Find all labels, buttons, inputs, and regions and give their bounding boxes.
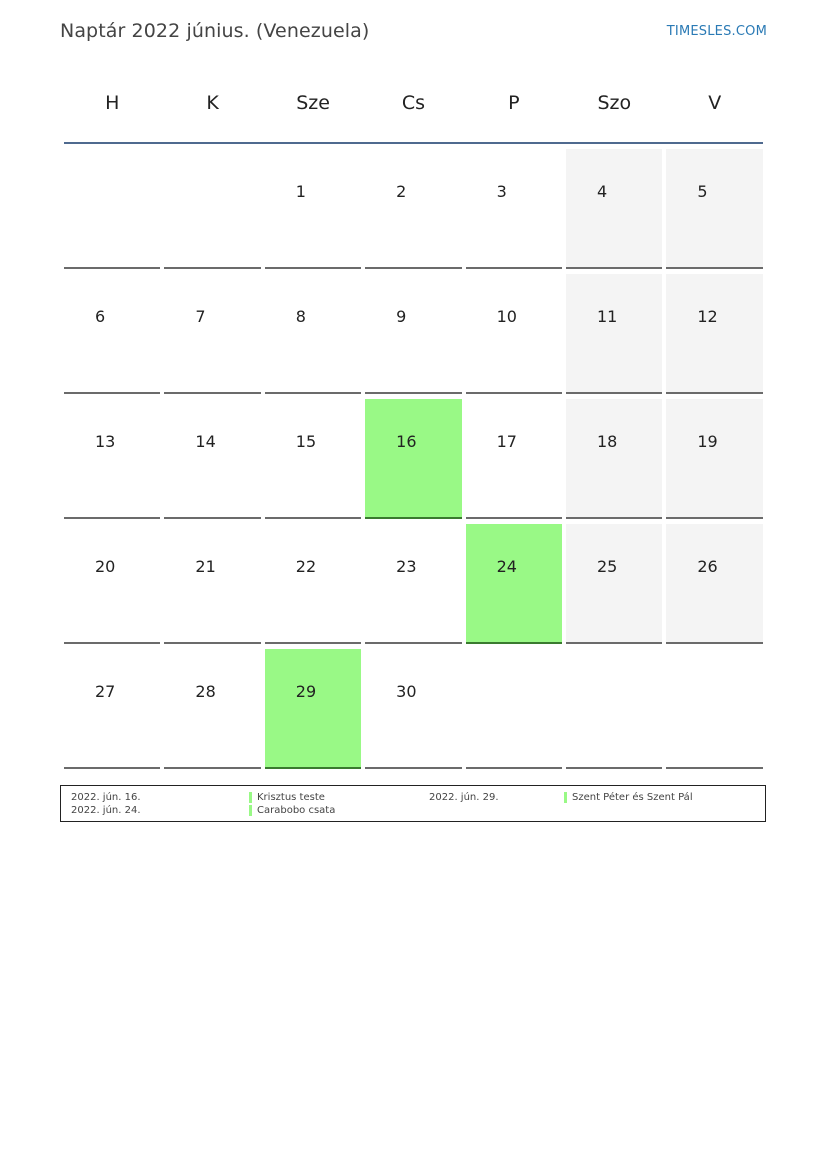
- day-cell[interactable]: [466, 149, 562, 269]
- day-number: 12: [697, 307, 718, 326]
- legend-entry: [71, 804, 335, 817]
- day-number: 28: [195, 682, 216, 701]
- day-cell[interactable]: [164, 274, 260, 394]
- day-number: 25: [596, 557, 618, 576]
- day-cell[interactable]: [466, 399, 562, 519]
- day-number: 16: [396, 432, 417, 451]
- day-cell[interactable]: [64, 274, 160, 394]
- calendar-grid: [64, 149, 765, 769]
- holiday-marker-icon: [249, 792, 252, 803]
- day-cell[interactable]: [265, 649, 361, 769]
- day-number: 19: [697, 432, 718, 451]
- day-number: 9: [396, 307, 407, 326]
- weekday-thursday: Cs: [401, 92, 426, 114]
- day-number: 4: [596, 182, 608, 201]
- day-number: 17: [496, 432, 517, 451]
- brand-link[interactable]: TIMESLES.COM: [666, 24, 767, 39]
- day-number: 1: [295, 182, 306, 201]
- weekday-tuesday: K: [206, 92, 219, 114]
- day-number: 5: [697, 182, 708, 201]
- legend-entry: [71, 791, 325, 804]
- day-cell[interactable]: [164, 649, 260, 769]
- day-number: 13: [95, 432, 116, 451]
- day-number: 21: [195, 557, 216, 576]
- empty-day-cell: [64, 149, 160, 269]
- day-cell[interactable]: [265, 399, 361, 519]
- day-number: 10: [496, 307, 517, 326]
- day-number: 2: [396, 182, 407, 201]
- legend-holiday-name: Szent Péter és Szent Pál: [572, 792, 693, 803]
- day-number: 7: [195, 307, 206, 326]
- day-cell[interactable]: [566, 399, 662, 519]
- day-cell[interactable]: [164, 524, 260, 644]
- day-cell[interactable]: [365, 524, 461, 644]
- day-cell[interactable]: [466, 524, 562, 644]
- legend-holiday-name: Carabobo csata: [257, 805, 336, 816]
- day-number: 24: [496, 557, 517, 576]
- day-cell[interactable]: [466, 274, 562, 394]
- day-number: 30: [396, 682, 417, 701]
- day-number: 29: [295, 682, 317, 701]
- day-cell[interactable]: [365, 149, 461, 269]
- day-cell[interactable]: [64, 399, 160, 519]
- empty-day-cell: [566, 649, 662, 769]
- weekday-wednesday: Sze: [296, 92, 330, 114]
- legend-date: 2022. jún. 24.: [71, 805, 141, 816]
- day-cell[interactable]: [265, 274, 361, 394]
- day-cell[interactable]: [365, 274, 461, 394]
- empty-day-cell: [666, 649, 762, 769]
- weekday-header: [62, 85, 765, 125]
- day-number: 22: [295, 557, 317, 576]
- empty-day-cell: [164, 149, 260, 269]
- day-cell[interactable]: [64, 524, 160, 644]
- holiday-legend: [60, 785, 766, 822]
- day-cell[interactable]: [365, 649, 461, 769]
- day-number: 26: [697, 557, 718, 576]
- day-cell[interactable]: [566, 524, 662, 644]
- legend-entry: [429, 791, 693, 804]
- legend-date: 2022. jún. 16.: [71, 792, 141, 803]
- empty-day-cell: [466, 649, 562, 769]
- day-cell[interactable]: [666, 149, 762, 269]
- day-cell[interactable]: [265, 524, 361, 644]
- weekday-saturday: Szo: [597, 92, 632, 114]
- day-number: 18: [596, 432, 618, 451]
- day-number: 27: [95, 682, 116, 701]
- day-number: 8: [295, 307, 306, 326]
- header-divider: [64, 142, 763, 144]
- day-cell[interactable]: [566, 149, 662, 269]
- day-cell[interactable]: [164, 399, 260, 519]
- day-number: 15: [295, 432, 317, 451]
- holiday-marker-icon: [249, 805, 252, 816]
- day-cell[interactable]: [666, 524, 762, 644]
- day-cell[interactable]: [666, 274, 762, 394]
- day-number: 14: [195, 432, 216, 451]
- weekday-friday: P: [508, 92, 520, 114]
- page-title: Naptár 2022 június. (Venezuela): [60, 20, 370, 42]
- day-cell[interactable]: [666, 399, 762, 519]
- holiday-marker-icon: [564, 792, 567, 803]
- day-number: 23: [396, 557, 417, 576]
- day-cell[interactable]: [64, 649, 160, 769]
- day-cell[interactable]: [365, 399, 461, 519]
- day-number: 3: [496, 182, 507, 201]
- day-number: 6: [95, 307, 106, 326]
- weekday-sunday: V: [708, 92, 722, 114]
- weekday-monday: H: [105, 92, 120, 114]
- legend-holiday-name: Krisztus teste: [257, 792, 325, 803]
- day-cell[interactable]: [265, 149, 361, 269]
- day-number: 11: [596, 307, 618, 326]
- day-number: 20: [95, 557, 116, 576]
- day-cell[interactable]: [566, 274, 662, 394]
- legend-date: 2022. jún. 29.: [429, 792, 499, 803]
